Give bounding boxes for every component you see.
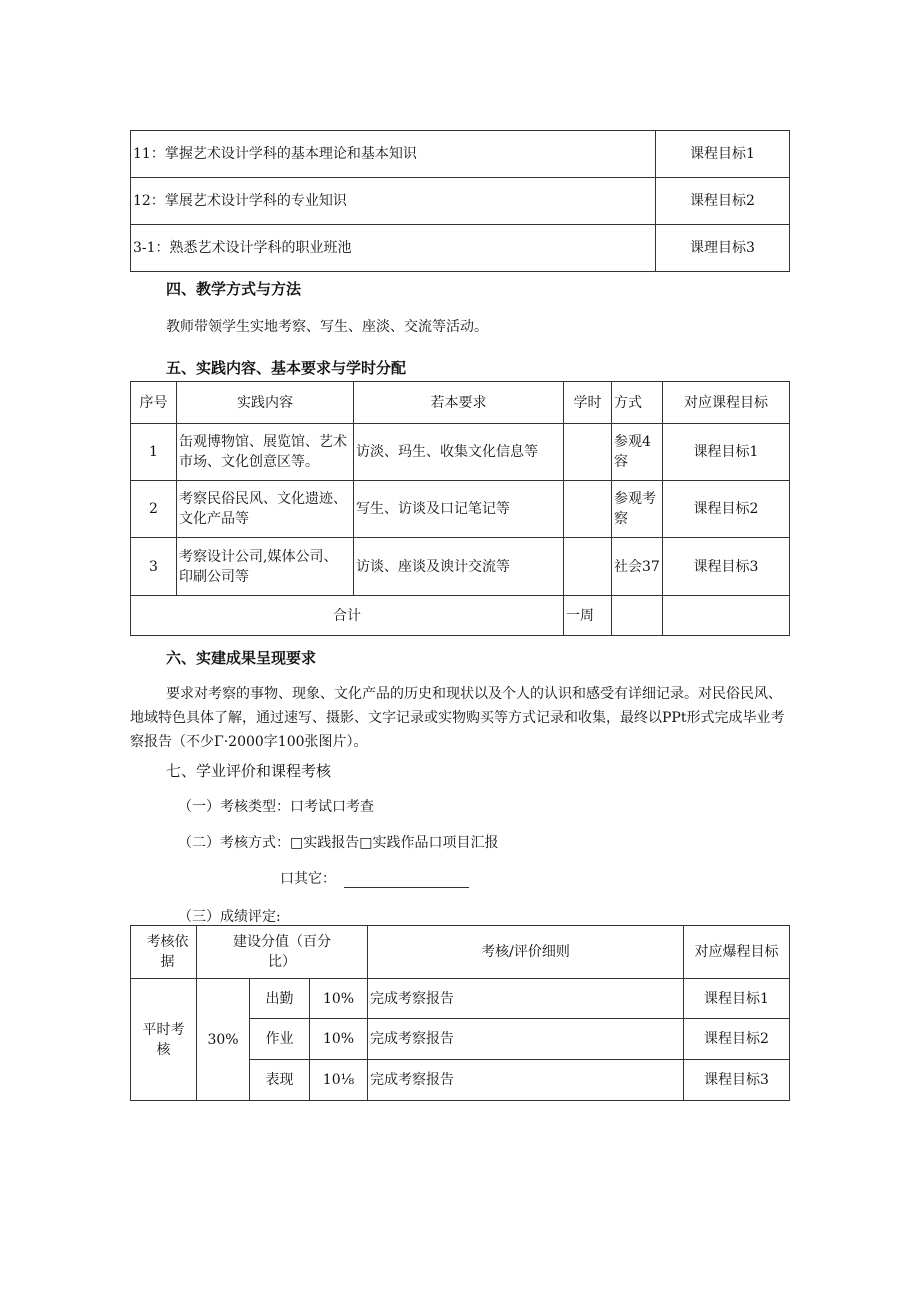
table-row: [131, 178, 790, 225]
row-mode: 参观4容: [612, 424, 663, 481]
header-hours: 学时: [564, 382, 612, 424]
table-header-row: [131, 382, 790, 424]
item-percent: 10⅛: [310, 1060, 368, 1101]
section6-text: 要求对考察的事物、现象、文化产品的历史和现状以及个人的认识和感受有详细记录。对民俗民风、地域特色具体了解，通过速写、摄影、文字记录或实物购买等方式记录和收集，最终以PPt形式完成毕业考察报告（不少Γ·2000字100张图片）。: [130, 686, 785, 750]
objective-requirement: 3-1：熟悉艺术设计学科的职业班池: [131, 225, 656, 272]
grade-table: [130, 925, 790, 1101]
row-mode: 参观考察: [612, 481, 663, 538]
item-percent: 10%: [310, 979, 368, 1019]
header-mode: 方式: [612, 382, 663, 424]
table-header-row: [131, 926, 790, 979]
header-rules: 考核/评价细则: [368, 926, 684, 979]
objectives-table: [130, 130, 790, 272]
objective-goal: 课理目标3: [656, 225, 790, 272]
item-goal: 课程目标3: [684, 1060, 790, 1101]
item-percent: 10%: [310, 1019, 368, 1060]
total-goal: [663, 596, 790, 636]
header-score: 建设分值（百分比）: [197, 926, 368, 979]
section4-heading: 四、教学方式与方法: [166, 280, 302, 298]
group-label: 平时考核: [131, 979, 197, 1101]
total-mode: [612, 596, 663, 636]
header-goal: 对应课程目标: [663, 382, 790, 424]
row-content: 缶观博物馆、展览馆、艺术市场、文化创意区等。: [177, 424, 354, 481]
total-hours: 一周: [564, 596, 612, 636]
section4-text: 教师带领学生实地考察、写生、座淡、交流等活动。: [166, 319, 488, 335]
item-name: 表现: [250, 1060, 310, 1101]
row-goal: 课程目标2: [663, 481, 790, 538]
row-hours: [564, 538, 612, 596]
assessment-other: [280, 868, 469, 888]
practice-table: [130, 381, 790, 636]
objective-requirement: 12：掌展艺术设计学科的专业知识: [131, 178, 656, 225]
table-row: [131, 481, 790, 538]
other-blank-line: [344, 873, 469, 888]
section5-heading: 五、实践内容、基本要求与学时分配: [166, 359, 407, 377]
item-rule: 完成考察报告: [368, 1019, 684, 1060]
table-row: [131, 979, 790, 1019]
other-label: 口其它：: [280, 871, 336, 887]
grade-label: （三）成绩评定:: [178, 909, 281, 925]
row-no: 2: [131, 481, 177, 538]
total-row: [131, 596, 790, 636]
row-content: 考察设计公司,媒体公司、印刷公司等: [177, 538, 354, 596]
row-hours: [564, 424, 612, 481]
section6-heading: 六、实建成果呈现要求: [166, 649, 317, 667]
row-hours: [564, 481, 612, 538]
table-row: [131, 131, 790, 178]
header-goal: 对应爆程目标: [684, 926, 790, 979]
objective-goal: 课程目标1: [656, 131, 790, 178]
row-no: 1: [131, 424, 177, 481]
header-basis: 考核依据: [131, 926, 197, 979]
assessment-type: （一）考核类型：口考试口考查: [178, 799, 374, 815]
item-name: 作业: [250, 1019, 310, 1060]
item-rule: 完成考察报告: [368, 979, 684, 1019]
row-requirement: 访谈、座谈及谀计交流等: [354, 538, 564, 596]
assessment-method: （二）考核方式：□实践报告□实践作品口项目汇报: [178, 835, 499, 851]
item-goal: 课程目标2: [684, 1019, 790, 1060]
section7-heading: 七、学业评价和课程考核: [166, 762, 332, 780]
row-goal: 课程目标1: [663, 424, 790, 481]
header-no: 序号: [131, 382, 177, 424]
total-label: 合计: [131, 596, 564, 636]
group-percent: 30%: [197, 979, 250, 1101]
objective-requirement: 11：掌握艺术设计学科的基本理论和基本知识: [131, 131, 656, 178]
item-rule: 完成考察报告: [368, 1060, 684, 1101]
table-row: [131, 538, 790, 596]
row-requirement: 写生、访谈及口记笔记等: [354, 481, 564, 538]
table-row: [131, 225, 790, 272]
item-name: 出勤: [250, 979, 310, 1019]
header-content: 实践内容: [177, 382, 354, 424]
row-requirement: 访淡、玛生、收集文化信息等: [354, 424, 564, 481]
row-no: 3: [131, 538, 177, 596]
row-content: 考察民俗民风、文化遗迹、文化产品等: [177, 481, 354, 538]
table-row: [131, 424, 790, 481]
row-mode: 社会37: [612, 538, 663, 596]
row-goal: 课程目标3: [663, 538, 790, 596]
header-requirement: 若本要求: [354, 382, 564, 424]
objective-goal: 课程目标2: [656, 178, 790, 225]
item-goal: 课程目标1: [684, 979, 790, 1019]
